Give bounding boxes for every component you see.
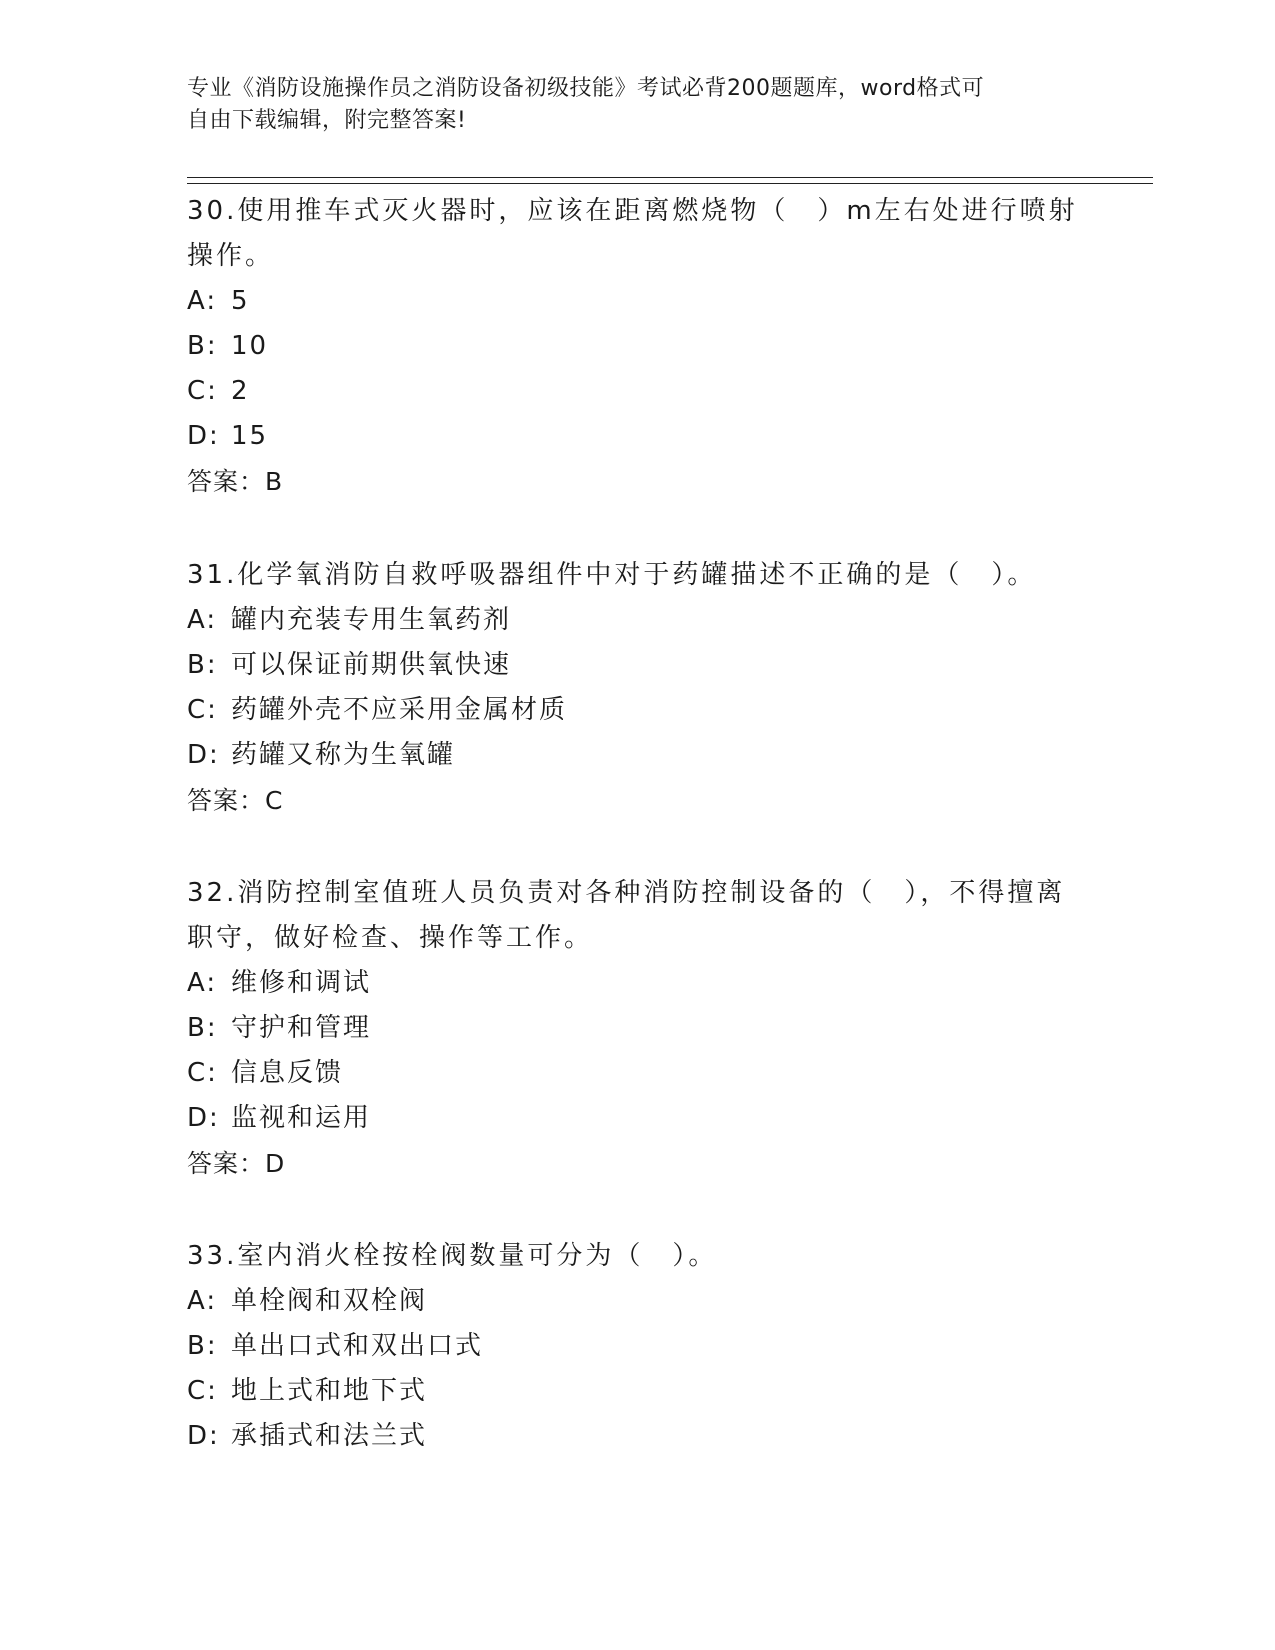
option-b bbox=[187, 1006, 1087, 1051]
answer: 答案：C bbox=[187, 786, 284, 815]
option-text: 药罐又称为生氧罐 bbox=[231, 740, 456, 770]
option-text: 监视和运用 bbox=[231, 1103, 372, 1133]
option-letter: A: bbox=[187, 968, 218, 998]
option-letter: C: bbox=[187, 376, 218, 406]
option-text: 15 bbox=[231, 421, 269, 451]
option-text: 单出口式和双出口式 bbox=[231, 1331, 484, 1361]
option-a bbox=[187, 279, 1087, 324]
option-letter: B: bbox=[187, 331, 218, 361]
option-d bbox=[187, 733, 1087, 778]
option-text: 罐内充装专用生氧药剂 bbox=[231, 605, 512, 635]
option-text: 信息反馈 bbox=[231, 1058, 344, 1088]
option-letter: D: bbox=[187, 1421, 220, 1451]
option-text: 承插式和法兰式 bbox=[231, 1421, 428, 1451]
header-line-1: 专业《消防设施操作员之消防设备初级技能》考试必背200题题库，word格式可 bbox=[187, 76, 985, 101]
question-33 bbox=[187, 1234, 1087, 1459]
option-b bbox=[187, 643, 1087, 688]
option-letter: C: bbox=[187, 1058, 218, 1088]
option-letter: D: bbox=[187, 740, 220, 770]
option-letter: A: bbox=[187, 1286, 218, 1316]
option-a bbox=[187, 598, 1087, 643]
option-letter: C: bbox=[187, 695, 218, 725]
question-31 bbox=[187, 553, 1087, 823]
header-line-2: 自由下载编辑，附完整答案! bbox=[187, 108, 467, 133]
question-stem: 31.化学氧消防自救呼吸器组件中对于药罐描述不正确的是（ ）。 bbox=[187, 560, 1037, 590]
option-c bbox=[187, 1051, 1087, 1096]
option-a bbox=[187, 1279, 1087, 1324]
question-30 bbox=[187, 189, 1087, 504]
option-b bbox=[187, 324, 1087, 369]
option-d bbox=[187, 1414, 1087, 1459]
option-text: 10 bbox=[231, 331, 269, 361]
header-rule-bottom bbox=[187, 183, 1153, 184]
option-text: 守护和管理 bbox=[231, 1013, 372, 1043]
option-text: 维修和调试 bbox=[231, 968, 372, 998]
option-c bbox=[187, 369, 1087, 414]
question-stem: 30.使用推车式灭火器时，应该在距离燃烧物（ ）m左右处进行喷射 bbox=[187, 196, 1078, 226]
question-stem-continued: 操作。 bbox=[187, 241, 275, 271]
option-text: 单栓阀和双栓阀 bbox=[231, 1286, 428, 1316]
option-text: 5 bbox=[231, 286, 250, 316]
option-text: 2 bbox=[231, 376, 250, 406]
option-b bbox=[187, 1324, 1087, 1369]
option-letter: D: bbox=[187, 1103, 220, 1133]
option-letter: D: bbox=[187, 421, 220, 451]
answer: 答案：B bbox=[187, 467, 284, 496]
document-header bbox=[187, 73, 1087, 137]
option-text: 可以保证前期供氧快速 bbox=[231, 650, 512, 680]
option-letter: C: bbox=[187, 1376, 218, 1406]
question-stem-continued: 职守，做好检查、操作等工作。 bbox=[187, 923, 594, 953]
option-letter: B: bbox=[187, 650, 218, 680]
option-d bbox=[187, 414, 1087, 459]
header-rule-top bbox=[187, 177, 1153, 178]
answer: 答案：D bbox=[187, 1149, 286, 1178]
question-32 bbox=[187, 871, 1087, 1186]
option-letter: A: bbox=[187, 605, 218, 635]
option-c bbox=[187, 688, 1087, 733]
option-d bbox=[187, 1096, 1087, 1141]
option-a bbox=[187, 961, 1087, 1006]
option-letter: A: bbox=[187, 286, 218, 316]
option-text: 地上式和地下式 bbox=[231, 1376, 428, 1406]
option-letter: B: bbox=[187, 1013, 218, 1043]
option-c bbox=[187, 1369, 1087, 1414]
question-stem: 32.消防控制室值班人员负责对各种消防控制设备的（ ），不得擅离 bbox=[187, 878, 1066, 908]
question-stem: 33.室内消火栓按栓阀数量可分为（ ）。 bbox=[187, 1241, 718, 1271]
option-letter: B: bbox=[187, 1331, 218, 1361]
option-text: 药罐外壳不应采用金属材质 bbox=[231, 695, 568, 725]
